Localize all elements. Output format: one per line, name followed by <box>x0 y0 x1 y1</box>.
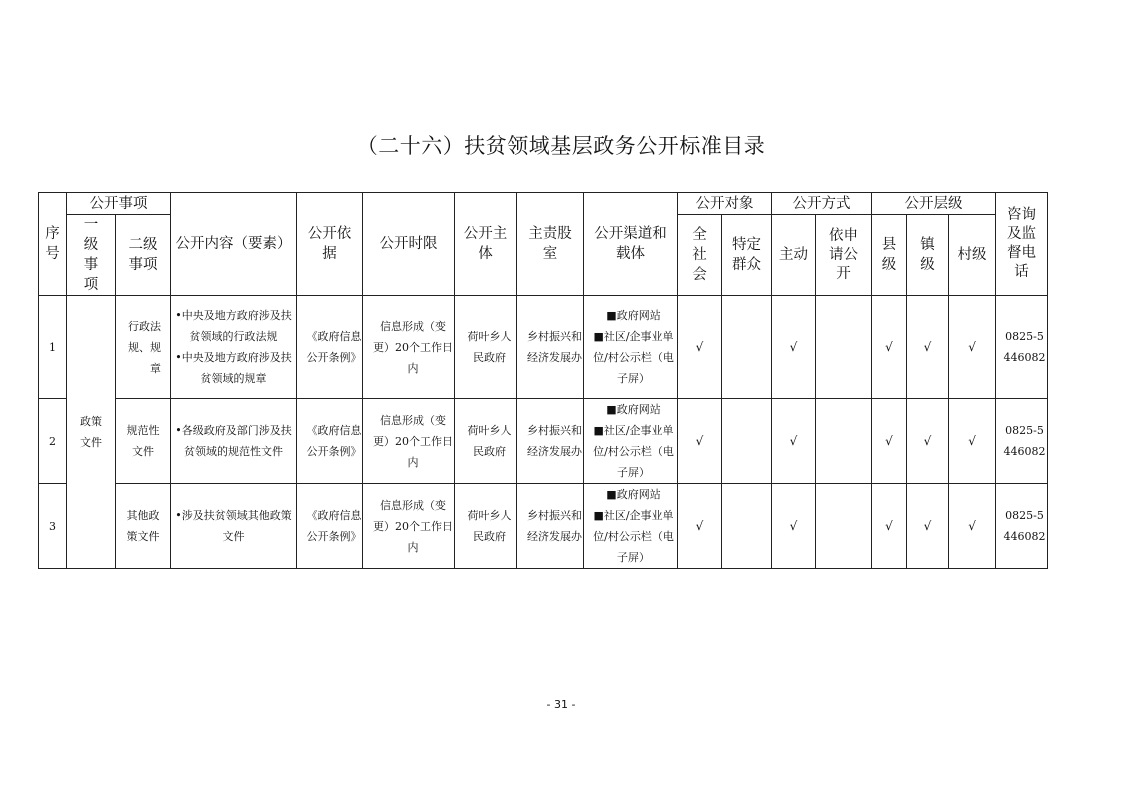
check-method-request <box>816 296 872 399</box>
channel-item: ■政府网站 <box>606 309 661 322</box>
table-row <box>39 484 1048 569</box>
row-time-limit: 信息形成（变更）20个工作日内 <box>363 399 455 484</box>
channel-item: ■社区/企事业单位/村公示栏（电子屏） <box>593 509 674 564</box>
row-subject: 荷叶乡人民政府 <box>455 399 517 484</box>
header-method-group: 公开方式 <box>772 193 872 215</box>
row-phone: 0825-5446082 <box>996 296 1048 399</box>
check-level-village: √ <box>949 484 996 569</box>
row-content <box>171 296 297 399</box>
check-level-county: √ <box>872 399 907 484</box>
row-phone: 0825-5446082 <box>996 399 1048 484</box>
content-item: •各级政府及部门涉及扶贫领域的规范性文件 <box>175 424 292 458</box>
row-dept: 乡村振兴和经济发展办 <box>517 399 584 484</box>
header-level2: 二级事项 <box>116 215 171 296</box>
row-basis: 《政府信息公开条例》 <box>297 399 363 484</box>
channel-item: ■社区/企事业单位/村公示栏（电子屏） <box>593 330 674 385</box>
row-dept: 乡村振兴和经济发展办 <box>517 296 584 399</box>
standard-catalog-table <box>38 192 1048 569</box>
check-target-specific <box>722 296 772 399</box>
header-items-group: 公开事项 <box>67 193 171 215</box>
row-subject: 荷叶乡人民政府 <box>455 296 517 399</box>
row-channel <box>584 296 678 399</box>
check-method-active: √ <box>772 296 816 399</box>
header-channel: 公开渠道和载体 <box>584 193 678 296</box>
row-content <box>171 484 297 569</box>
row-basis: 《政府信息公开条例》 <box>297 296 363 399</box>
header-dept: 主责股室 <box>517 193 584 296</box>
header-level-group: 公开层级 <box>872 193 996 215</box>
check-method-request <box>816 484 872 569</box>
level1-item: 政策文件 <box>67 296 116 569</box>
header-level-town: 镇级 <box>907 215 949 296</box>
check-method-active: √ <box>772 399 816 484</box>
row-subject: 荷叶乡人民政府 <box>455 484 517 569</box>
content-item: •涉及扶贫领域其他政策文件 <box>175 509 292 543</box>
row-seq: 3 <box>39 484 67 569</box>
row-time-limit: 信息形成（变更）20个工作日内 <box>363 484 455 569</box>
row-level2: 其他政策文件 <box>116 484 171 569</box>
header-basis: 公开依据 <box>297 193 363 296</box>
row-content <box>171 399 297 484</box>
page-title: （二十六）扶贫领域基层政务公开标准目录 <box>356 134 766 158</box>
channel-item: ■政府网站 <box>606 488 661 501</box>
row-seq: 2 <box>39 399 67 484</box>
check-level-town: √ <box>907 296 949 399</box>
header-target-all: 全社会 <box>678 215 722 296</box>
check-target-specific <box>722 399 772 484</box>
header-level-village: 村级 <box>949 215 996 296</box>
header-method-active: 主动 <box>772 215 816 296</box>
check-level-town: √ <box>907 484 949 569</box>
check-method-request <box>816 399 872 484</box>
header-consult: 咨询及监督电话 <box>996 193 1048 296</box>
check-level-village: √ <box>949 399 996 484</box>
row-seq: 1 <box>39 296 67 399</box>
check-target-all: √ <box>678 296 722 399</box>
check-level-town: √ <box>907 399 949 484</box>
check-target-all: √ <box>678 399 722 484</box>
header-subject: 公开主体 <box>455 193 517 296</box>
row-level2: 规范性文件 <box>116 399 171 484</box>
check-target-specific <box>722 484 772 569</box>
row-dept: 乡村振兴和经济发展办 <box>517 484 584 569</box>
row-channel <box>584 399 678 484</box>
header-target-specific: 特定群众 <box>722 215 772 296</box>
header-level1: 一级事项 <box>67 215 116 296</box>
check-method-active: √ <box>772 484 816 569</box>
channel-item: ■政府网站 <box>606 403 661 416</box>
header-level-county: 县级 <box>872 215 907 296</box>
header-method-request: 依申请公开 <box>816 215 872 296</box>
row-phone: 0825-5446082 <box>996 484 1048 569</box>
check-level-county: √ <box>872 296 907 399</box>
header-target-group: 公开对象 <box>678 193 772 215</box>
check-level-county: √ <box>872 484 907 569</box>
content-item: •中央及地方政府涉及扶贫领域的规章 <box>175 351 292 385</box>
check-level-village: √ <box>949 296 996 399</box>
row-level2: 行政法规、规章 <box>116 296 171 399</box>
content-item: •中央及地方政府涉及扶贫领域的行政法规 <box>175 309 292 343</box>
row-channel <box>584 484 678 569</box>
header-content: 公开内容（要素） <box>171 193 297 296</box>
row-time-limit: 信息形成（变更）20个工作日内 <box>363 296 455 399</box>
table-row <box>39 399 1048 484</box>
row-basis: 《政府信息公开条例》 <box>297 484 363 569</box>
check-target-all: √ <box>678 484 722 569</box>
channel-item: ■社区/企事业单位/村公示栏（电子屏） <box>593 424 674 479</box>
page-number: - 31 - <box>546 698 576 711</box>
header-seq: 序号 <box>39 193 67 296</box>
table-row <box>39 296 1048 399</box>
header-time-limit: 公开时限 <box>363 193 455 296</box>
